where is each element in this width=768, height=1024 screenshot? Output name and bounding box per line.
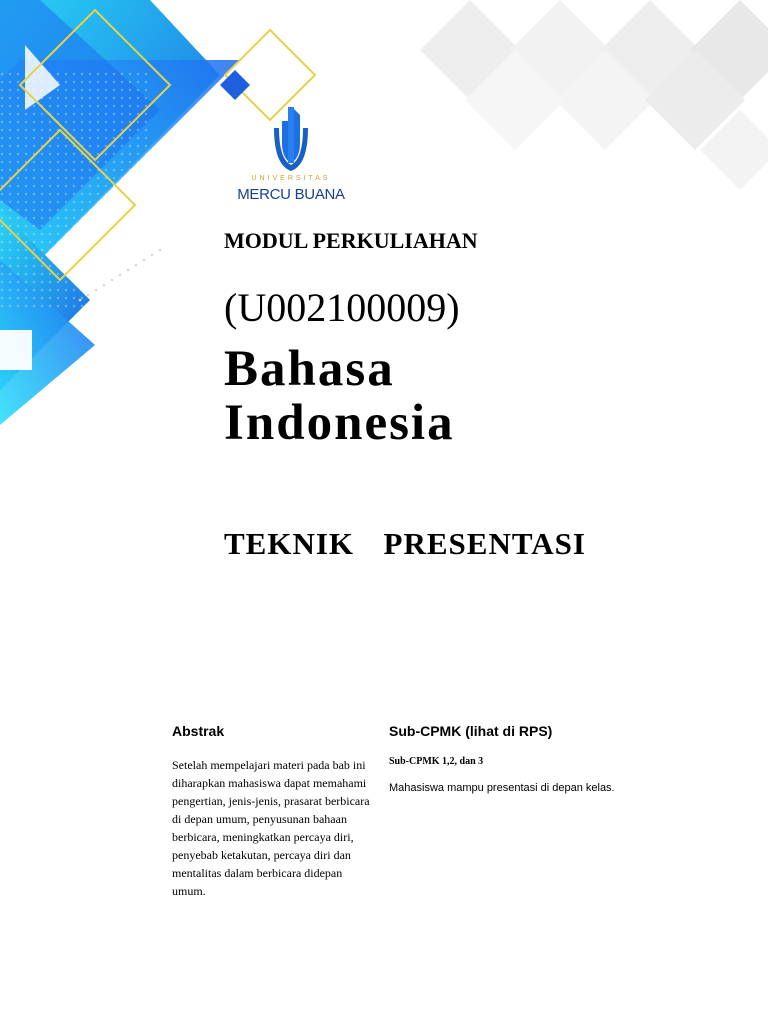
course-title-line1: Bahasa (224, 341, 395, 397)
blue-geometric-shapes (0, 0, 240, 425)
sub-cpmk-description: Mahasiswa mampu presentasi di depan kelas. (389, 782, 615, 794)
abstract-heading: Abstrak (172, 723, 225, 739)
sub-cpmk-heading: Sub-CPMK (lihat di RPS) (389, 723, 553, 739)
sub-cpmk-subheading: Sub-CPMK 1,2, dan 3 (389, 756, 484, 767)
logo-university-label: UNIVERSITAS (251, 175, 331, 182)
course-title (224, 342, 455, 450)
grey-diamond-pattern (420, 0, 768, 190)
abstract-text: Setelah mempelajari materi pada bab ini diharapkan mahasiswa dapat memahami pengertian, jenis-jenis, prasarat berbicara di depan umum, penyusunan bahaan berbicara, meningkatkan percaya diri, penyebab ketakutan, percaya diri dan mentalitas dalam berbicara didepan umum. (172, 758, 370, 898)
mercu-buana-emblem-icon (226, 103, 356, 175)
module-label: MODUL PERKULIAHAN (224, 228, 478, 253)
university-logo (226, 103, 356, 208)
topic-title: TEKNIK PRESENTASI (224, 526, 586, 561)
course-code: (U002100009) (224, 285, 460, 330)
course-title-line2: Indonesia (224, 395, 455, 451)
logo-university-name: MERCU BUANA (237, 186, 345, 203)
